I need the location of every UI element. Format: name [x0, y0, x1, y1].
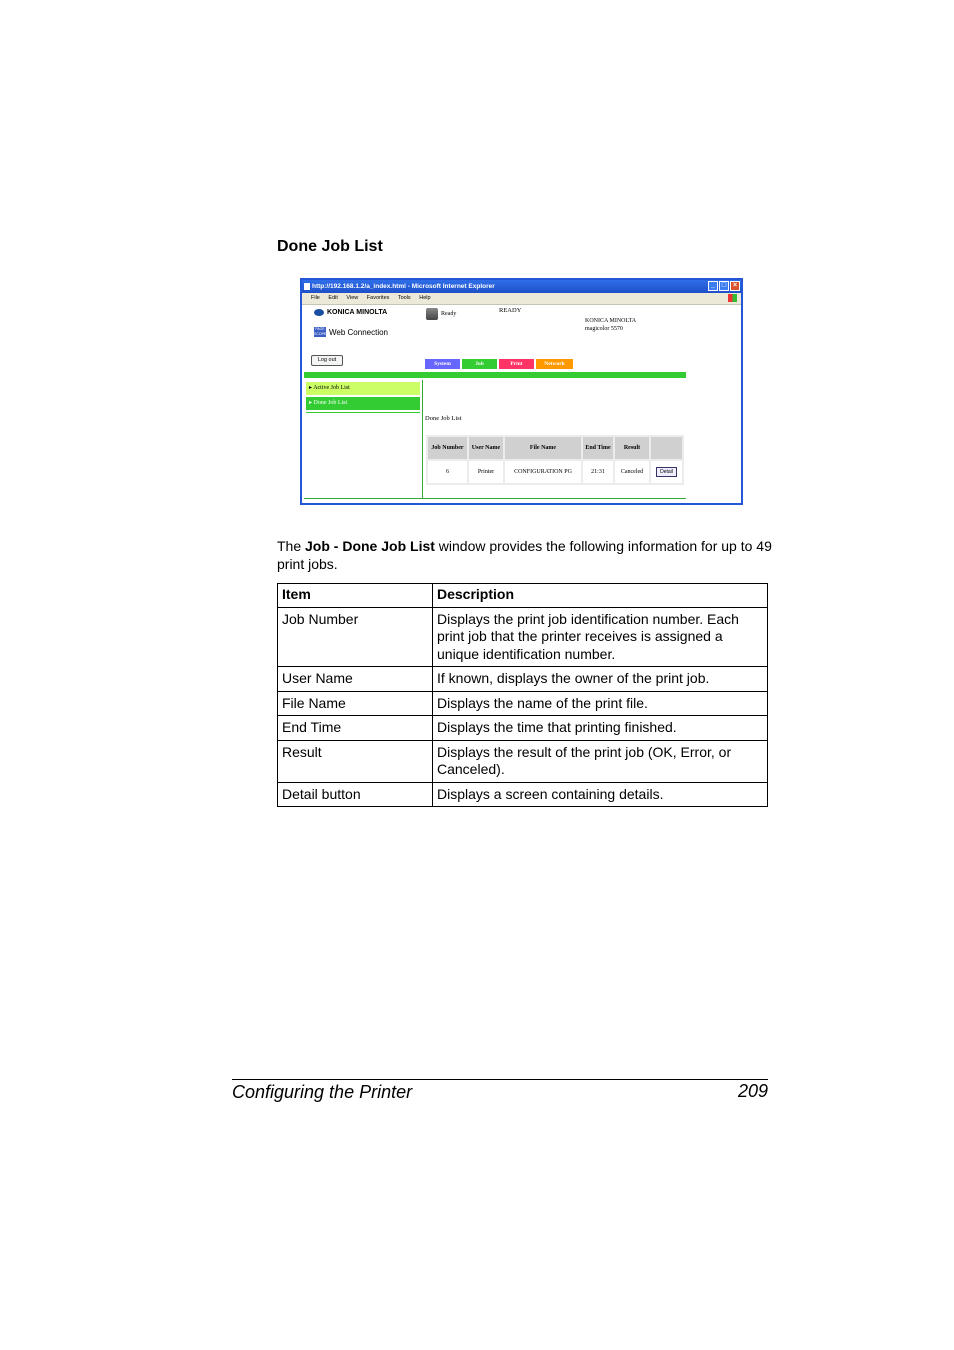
col-file-name: File Name — [505, 437, 581, 459]
model-brand: KONICA MINOLTA — [585, 318, 637, 324]
windows-flag-icon — [728, 294, 737, 302]
tab-bar — [425, 359, 573, 369]
menu-view[interactable]: View — [346, 295, 359, 301]
menu-help[interactable]: Help — [419, 295, 431, 301]
description-table — [277, 583, 768, 807]
main-title: Done Job List — [425, 415, 462, 422]
close-icon[interactable]: × — [730, 281, 740, 291]
ie-icon — [304, 283, 310, 290]
printer-status — [426, 308, 456, 320]
nav-done-job-list[interactable]: ▸ Done Job List — [306, 397, 420, 410]
table-row: Detail button Displays a screen containing details. — [278, 782, 768, 807]
globe-icon — [314, 309, 324, 316]
col-action — [651, 437, 682, 459]
printer-icon — [426, 308, 438, 320]
maximize-icon[interactable]: □ — [719, 281, 729, 291]
col-end-time: End Time — [583, 437, 613, 459]
tab-system[interactable]: System — [425, 359, 460, 369]
cell-user-name: Printer — [469, 461, 503, 483]
left-nav — [304, 380, 423, 498]
menu-file[interactable]: File — [311, 295, 320, 301]
detail-button[interactable]: Detail — [656, 467, 677, 477]
cell-file-name: CONFIGURATION PG — [505, 461, 581, 483]
model-info — [585, 317, 636, 333]
model-name: magicolor 5570 — [585, 326, 623, 332]
nav-divider — [306, 412, 420, 413]
window-title: http://192.168.1.2/a_index.html - Microsoft Internet Explorer — [312, 283, 495, 290]
table-row: Job Number Displays the print job identification number. Each print job that the printer receives is assigned a unique identification number. — [278, 607, 768, 667]
cell-end-time: 21:31 — [583, 461, 613, 483]
konica-minolta-logo — [314, 309, 387, 316]
tab-job[interactable]: Job — [462, 359, 497, 369]
intro-bold: Job - Done Job List — [305, 538, 435, 554]
footer-chapter: Configuring the Printer — [232, 1082, 413, 1102]
menu-bar — [302, 293, 741, 305]
menu-tools[interactable]: Tools — [397, 295, 411, 301]
logout-button[interactable]: Log out — [311, 355, 343, 366]
footer-rule — [232, 1079, 768, 1080]
table-row: End Time Displays the time that printing finished. — [278, 716, 768, 741]
section-title: Done Job List — [277, 238, 383, 255]
cell-result: Canceled — [615, 461, 649, 483]
page-number: 209 — [737, 1081, 768, 1101]
pagescope-icon: PAGE SCOPE — [314, 327, 327, 336]
header-description: Description — [433, 584, 768, 608]
done-job-table — [426, 435, 684, 485]
col-job-number: Job Number — [428, 437, 467, 459]
cell-job-number: 6 — [428, 461, 467, 483]
table-row — [428, 461, 682, 483]
menu-edit[interactable]: Edit — [328, 295, 338, 301]
table-row: User Name If known, displays the owner of the print job. — [278, 667, 768, 692]
menu-favorites[interactable]: Favorites — [366, 295, 390, 301]
minimize-icon[interactable]: _ — [708, 281, 718, 291]
table-row: Result Displays the result of the print job (OK, Error, or Canceled). — [278, 740, 768, 782]
col-user-name: User Name — [469, 437, 503, 459]
table-row: File Name Displays the name of the print file. — [278, 691, 768, 716]
status-small: Ready — [441, 311, 457, 317]
title-bar — [302, 280, 741, 293]
tab-print[interactable]: Print — [499, 359, 534, 369]
web-connection-logo — [314, 327, 388, 337]
tab-network[interactable]: Network — [536, 359, 573, 369]
col-result: Result — [615, 437, 649, 459]
green-divider — [304, 372, 686, 378]
cell-action — [651, 461, 682, 483]
intro-paragraph: The Job - Done Job List window provides the following information for up to 49 print jobs. — [277, 538, 772, 572]
bottom-divider — [304, 498, 686, 499]
brand-name: KONICA MINOLTA — [327, 309, 388, 316]
browser-window-screenshot — [300, 278, 743, 505]
status-ready: READY — [499, 307, 522, 314]
header-item: Item — [278, 584, 433, 608]
nav-active-job-list[interactable]: ▸ Active Job List — [306, 382, 420, 395]
web-page — [302, 305, 741, 505]
web-connection-text: Web Connection — [329, 327, 388, 337]
